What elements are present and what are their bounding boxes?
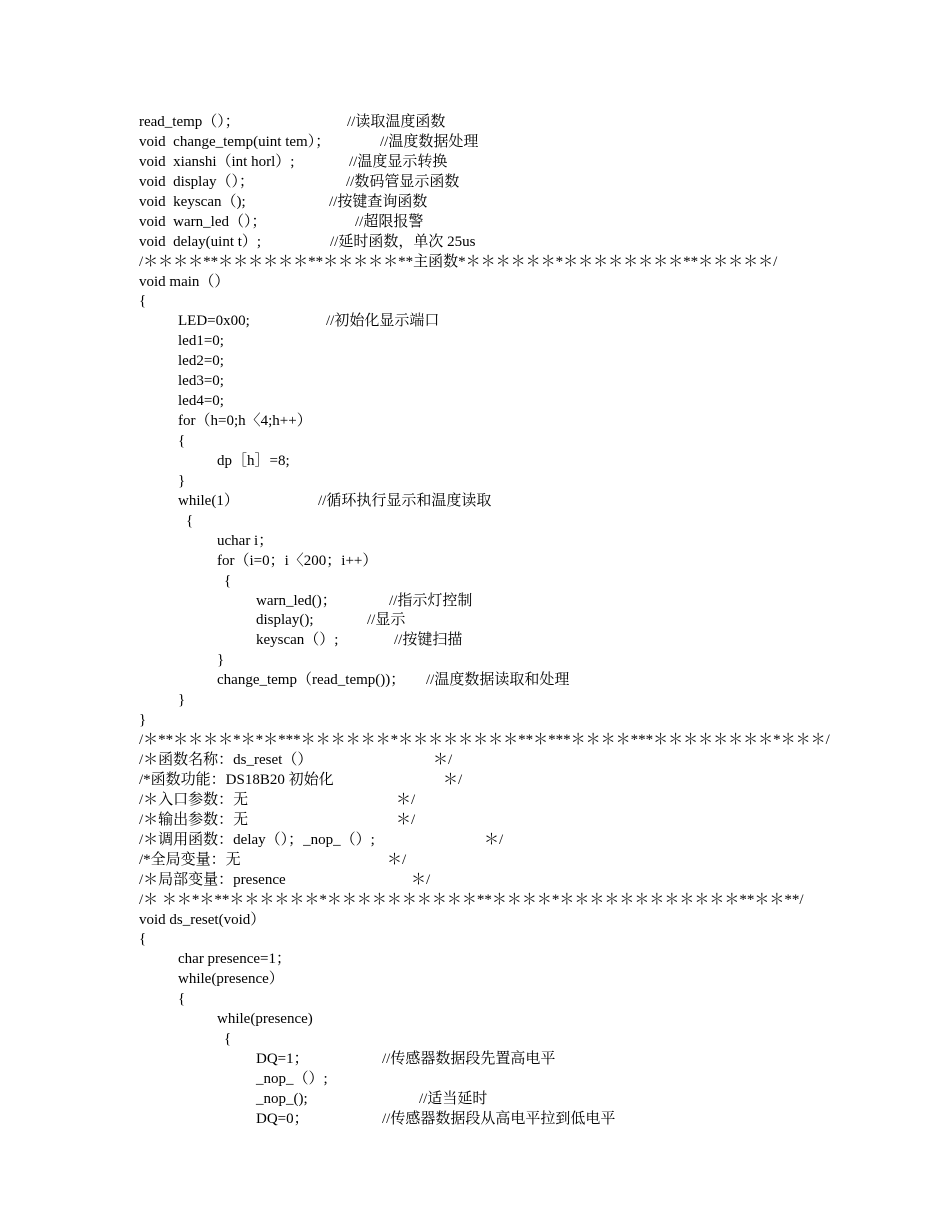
code-text: display(); bbox=[256, 612, 314, 629]
code-line bbox=[0, 1010, 950, 1030]
code-line bbox=[0, 811, 950, 831]
code-text: /＊ ＊＊*＊**＊＊＊＊＊＊*＊＊＊＊＊＊＊＊＊＊**＊＊＊＊*＊＊＊＊＊＊＊＊＊＊＊＊**＊＊**/ bbox=[139, 891, 804, 908]
code-text: { bbox=[224, 572, 232, 589]
code-text: /＊**＊＊＊＊*＊*＊***＊＊＊＊＊＊*＊＊＊＊＊＊＊＊**＊***＊＊＊＊***＊＊＊＊＊＊＊＊*＊＊＊/ bbox=[139, 732, 830, 749]
code-comment: //温度显示转换 bbox=[349, 153, 448, 170]
code-line bbox=[0, 711, 950, 731]
code-line bbox=[0, 1110, 950, 1130]
code-text: } bbox=[139, 712, 147, 729]
code-text: { bbox=[139, 293, 147, 310]
code-comment: ＊/ bbox=[433, 752, 453, 768]
code-line bbox=[0, 512, 950, 532]
code-comment: //适当延时 bbox=[419, 1090, 488, 1107]
code-text: } bbox=[178, 472, 186, 489]
code-text: for（h=0;h〈4;h++） bbox=[178, 413, 312, 430]
code-text: led4=0; bbox=[178, 393, 224, 410]
code-line bbox=[0, 771, 950, 791]
code-line bbox=[0, 651, 950, 671]
code-text: /*全局变量：无 bbox=[139, 851, 241, 868]
code-line bbox=[0, 332, 950, 352]
code-comment: //超限报警 bbox=[355, 213, 424, 230]
code-line bbox=[0, 412, 950, 432]
code-line bbox=[0, 472, 950, 492]
code-line bbox=[0, 691, 950, 711]
code-line bbox=[0, 851, 950, 871]
code-line bbox=[0, 552, 950, 572]
code-line bbox=[0, 253, 950, 273]
code-text: _nop_（）; bbox=[256, 1071, 328, 1087]
code-comment: //循环执行显示和温度读取 bbox=[318, 492, 492, 509]
code-text: void ds_reset(void） bbox=[139, 911, 266, 928]
code-comment: ＊/ bbox=[396, 811, 416, 828]
code-text: void xianshi（int horl）; bbox=[139, 153, 295, 170]
code-comment: //按键查询函数 bbox=[329, 193, 428, 210]
code-comment: //指示灯控制 bbox=[389, 592, 473, 609]
code-text: { bbox=[178, 991, 186, 1008]
code-line bbox=[0, 592, 950, 612]
code-line bbox=[0, 731, 950, 751]
code-text: read_temp（）； bbox=[139, 114, 240, 130]
code-listing bbox=[0, 113, 950, 1130]
code-line bbox=[0, 930, 950, 950]
code-text: void main（） bbox=[139, 273, 230, 290]
code-text: LED=0x00; bbox=[178, 313, 250, 330]
code-line bbox=[0, 1050, 950, 1070]
code-text: while(presence) bbox=[217, 1011, 313, 1028]
code-line bbox=[0, 671, 950, 691]
code-text: char presence=1； bbox=[178, 951, 291, 968]
code-text: DQ=0； bbox=[256, 1110, 309, 1127]
code-comment: //延时函数，单次 25us bbox=[330, 233, 476, 250]
code-comment: //初始化显示端口 bbox=[326, 313, 440, 330]
code-line bbox=[0, 452, 950, 472]
code-line bbox=[0, 532, 950, 552]
code-comment: //数码管显示函数 bbox=[346, 173, 460, 190]
code-text: led2=0; bbox=[178, 353, 224, 370]
code-text: dp［h］=8; bbox=[217, 452, 290, 469]
code-text: } bbox=[178, 692, 186, 709]
code-comment: ＊/ bbox=[443, 771, 463, 788]
code-line bbox=[0, 392, 950, 412]
code-text: warn_led()； bbox=[256, 592, 337, 609]
code-line bbox=[0, 492, 950, 512]
code-text: /＊调用函数：delay（）；_nop_（）; bbox=[139, 831, 375, 848]
code-text: void change_temp(uint tem）； bbox=[139, 133, 331, 150]
code-line bbox=[0, 950, 950, 970]
code-text: _nop_(); bbox=[256, 1090, 308, 1107]
code-text: void delay(uint t）; bbox=[139, 233, 262, 250]
code-comment: ＊/ bbox=[387, 851, 407, 868]
code-text: while(presence） bbox=[178, 971, 284, 988]
code-line bbox=[0, 292, 950, 312]
code-line bbox=[0, 791, 950, 811]
code-text: void warn_led（）； bbox=[139, 213, 267, 230]
code-text: /＊入口参数：无 bbox=[139, 791, 249, 808]
code-text: /＊局部变量：presence bbox=[139, 871, 286, 888]
code-text: led1=0; bbox=[178, 333, 224, 350]
code-text: { bbox=[224, 1031, 232, 1048]
code-line bbox=[0, 891, 950, 911]
code-text: /＊输出参数：无 bbox=[139, 811, 249, 828]
code-line bbox=[0, 153, 950, 173]
code-text: /*函数功能：DS18B20 初始化 bbox=[139, 771, 334, 788]
code-text: /＊＊＊＊**＊＊＊＊＊＊**＊＊＊＊＊**主函数*＊＊＊＊＊＊*＊＊＊＊＊＊＊＊**＊＊＊＊＊/ bbox=[139, 253, 778, 270]
code-comment: ＊/ bbox=[411, 871, 431, 888]
code-text: while(1） bbox=[178, 492, 239, 509]
code-line bbox=[0, 372, 950, 392]
code-comment: ＊/ bbox=[484, 831, 504, 848]
code-line bbox=[0, 1070, 950, 1090]
code-comment: //按键扫描 bbox=[394, 632, 463, 649]
code-text: { bbox=[186, 512, 194, 529]
code-comment: ＊/ bbox=[396, 791, 416, 808]
code-line bbox=[0, 1030, 950, 1050]
code-text: { bbox=[178, 433, 186, 449]
code-line bbox=[0, 1090, 950, 1110]
code-line bbox=[0, 911, 950, 931]
code-comment: //传感器数据段先置高电平 bbox=[382, 1051, 556, 1068]
code-text: } bbox=[217, 652, 225, 669]
code-text: void keyscan（); bbox=[139, 193, 246, 210]
code-text: uchar i； bbox=[217, 532, 274, 549]
code-comment: //显示 bbox=[367, 612, 406, 629]
code-text: /＊函数名称：ds_reset（） bbox=[139, 752, 313, 768]
code-text: for（i=0；i〈200；i++） bbox=[217, 552, 378, 569]
code-text: void display（）； bbox=[139, 173, 254, 190]
code-line bbox=[0, 113, 950, 133]
code-text: keyscan（）; bbox=[256, 632, 339, 649]
code-line bbox=[0, 273, 950, 293]
code-comment: //温度数据读取和处理 bbox=[426, 672, 570, 689]
code-line bbox=[0, 193, 950, 213]
code-line bbox=[0, 631, 950, 651]
code-line bbox=[0, 831, 950, 851]
code-comment: //温度数据处理 bbox=[380, 133, 479, 150]
code-line bbox=[0, 572, 950, 592]
code-line bbox=[0, 233, 950, 253]
code-text: led3=0; bbox=[178, 373, 224, 390]
code-line bbox=[0, 312, 950, 332]
code-line bbox=[0, 432, 950, 452]
code-line bbox=[0, 173, 950, 193]
code-text: DQ=1； bbox=[256, 1051, 309, 1068]
code-line bbox=[0, 751, 950, 771]
code-text: change_temp（read_temp())； bbox=[217, 672, 406, 689]
code-text: { bbox=[139, 931, 147, 948]
code-comment: //传感器数据段从高电平拉到低电平 bbox=[382, 1110, 616, 1127]
code-line bbox=[0, 213, 950, 233]
code-line bbox=[0, 133, 950, 153]
code-line bbox=[0, 352, 950, 372]
code-line bbox=[0, 871, 950, 891]
code-line bbox=[0, 970, 950, 990]
code-line bbox=[0, 611, 950, 631]
code-comment: //读取温度函数 bbox=[347, 114, 446, 130]
code-line bbox=[0, 990, 950, 1010]
